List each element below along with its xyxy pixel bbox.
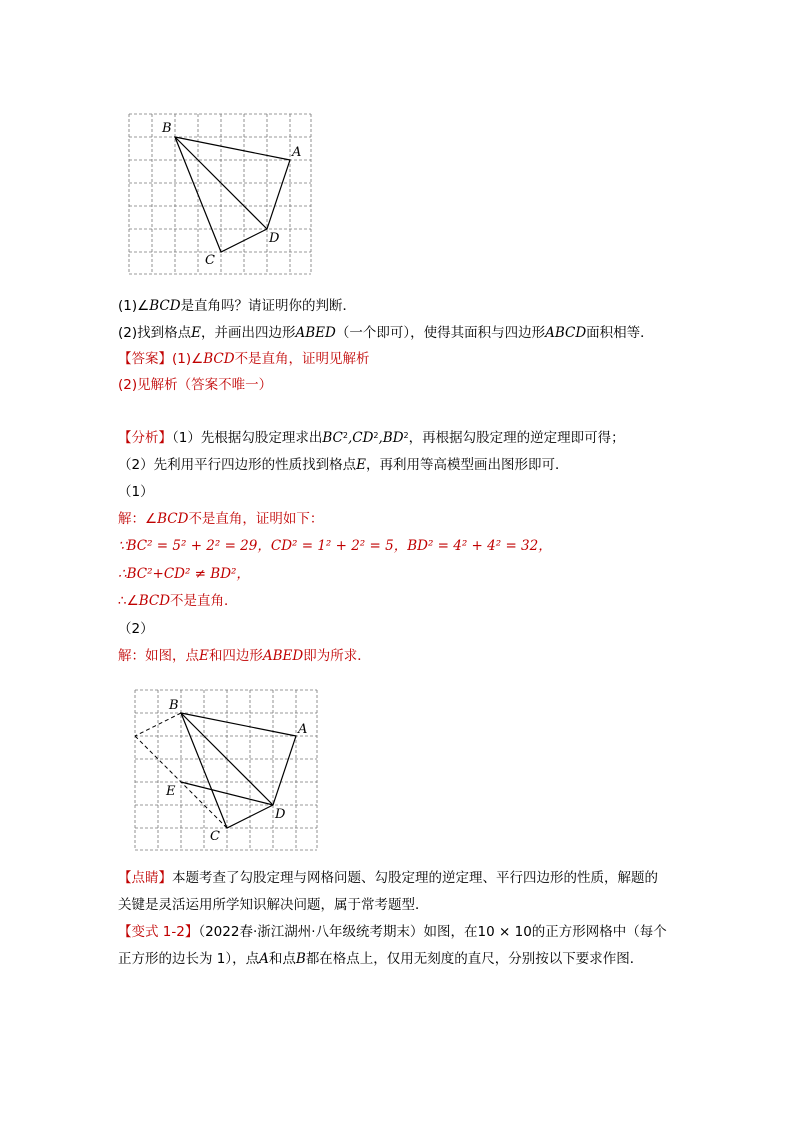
equation-1: ∵BC² = 5² + 2² = 29，CD² = 1² + 2² = 5，BD² = 4² + 4² = 32， [118,538,552,554]
variant-line-2: 正方形的边长为 1），点A和点B都在格点上，仅用无刻度的直尺，分别按以下要求作图． [118,951,644,967]
label-a: A [292,145,302,160]
label-c: C [205,253,215,268]
label-b: B [162,121,172,136]
comment-line-1: 【点睛】本题考查了勾股定理与网格问题、勾股定理的逆定理、平行四边形的性质，解题的 [118,870,658,886]
part-2-label: （2） [118,621,154,637]
answer-line-2: (2)见解析（答案不唯一） [118,377,273,393]
dashed-left-c [135,736,227,828]
label-a-2: A [298,722,308,737]
question-1: (1)∠BCD是直角吗？请证明你的判断． [118,298,357,314]
label-b-2: B [169,698,179,713]
comment-line-2: 关键是灵活运用所学知识解决问题，属于常考题型． [118,897,429,913]
question-2: (2)找到格点E，并画出四边形ABED（一个即可），使得其面积与四边形ABCD面积相等． [118,325,654,341]
answer-line-1: 【答案】(1)∠BCD不是直角，证明见解析 [118,351,370,367]
figure-2-grid [130,687,320,853]
label-e: E [166,784,176,799]
part-1-label: （1） [118,484,154,500]
label-d: D [269,231,280,246]
figure-1-grid [125,110,315,278]
analysis-line-1: 【分析】（1）先根据勾股定理求出$BC^2,CD^2,BD^2$，再根据勾股定理的逆定理即可得； [118,430,625,446]
variant-line-1: 【变式 1-2】（2022春·浙江湖州·八年级统考期末）如图，在10 × 10的正方形网格中（每个 [118,924,667,940]
solution-1: 解：∠BCD不是直角，证明如下： [118,511,324,527]
equation-2: ∴BC²+CD² ≠ BD²， [118,566,250,582]
label-c-2: C [210,829,220,844]
label-d-2: D [275,807,286,822]
analysis-line-2: （2）先利用平行四边形的性质找到格点E，再利用等高模型画出图形即可． [118,457,569,473]
equation-3: ∴∠BCD不是直角． [118,593,238,609]
solution-2: 解：如图，点E和四边形ABED即为所求． [118,648,371,664]
